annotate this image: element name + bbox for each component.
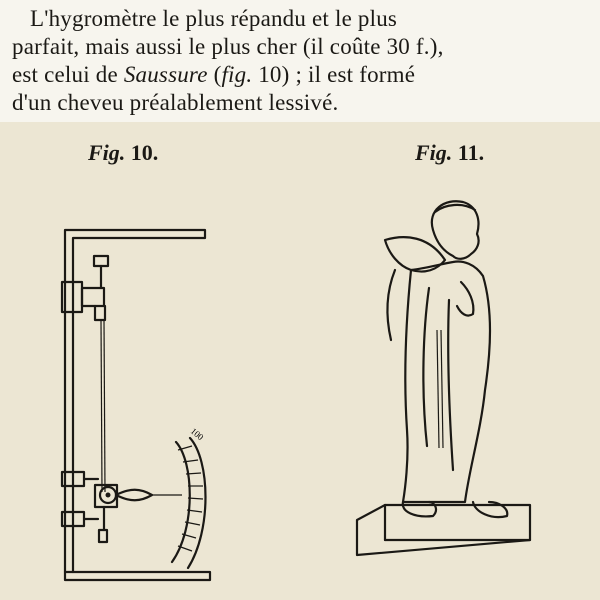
text-line-3-end: ) ; il est formé	[281, 62, 416, 87]
text-line-1: L'hygromètre le plus répandu et le plus	[30, 6, 398, 31]
scale-label: 100	[188, 425, 206, 443]
hygrometer-base	[65, 572, 210, 580]
monk-hand	[457, 282, 473, 316]
hygrometer-frame	[65, 230, 205, 572]
text-line-3	[12, 61, 590, 88]
text-line-4: d'un cheveu préalablement lessivé.	[12, 90, 339, 115]
fig10-number: 10.	[130, 140, 159, 165]
text-line-2: parfait, mais aussi le plus cher (il coûte 30 f.),	[12, 34, 444, 59]
scale-arc-inner	[172, 442, 190, 562]
rope-cord	[437, 330, 439, 448]
counterweight	[99, 530, 107, 542]
hair-strand	[101, 320, 102, 492]
saussure-name: Saussure	[123, 62, 208, 87]
pointer-needle	[116, 490, 152, 501]
fig11-number: 11.	[457, 140, 485, 165]
text-line-3-start: est celui de	[12, 62, 124, 87]
fig11-caption	[415, 140, 484, 166]
fig11-label: Fig.	[415, 140, 453, 165]
paren-open: (	[207, 62, 222, 87]
fig10-label: Fig.	[88, 140, 126, 165]
monk-robe	[403, 262, 490, 502]
text-passage	[0, 0, 600, 122]
fig10-caption	[88, 140, 158, 166]
hygrometer-illustration	[40, 210, 240, 590]
fig-reference: fig.	[221, 62, 253, 87]
pedestal	[357, 505, 530, 555]
fig-reference-number: 10	[252, 62, 282, 87]
adjust-screw	[94, 256, 108, 266]
monk-figure-illustration	[345, 190, 545, 580]
